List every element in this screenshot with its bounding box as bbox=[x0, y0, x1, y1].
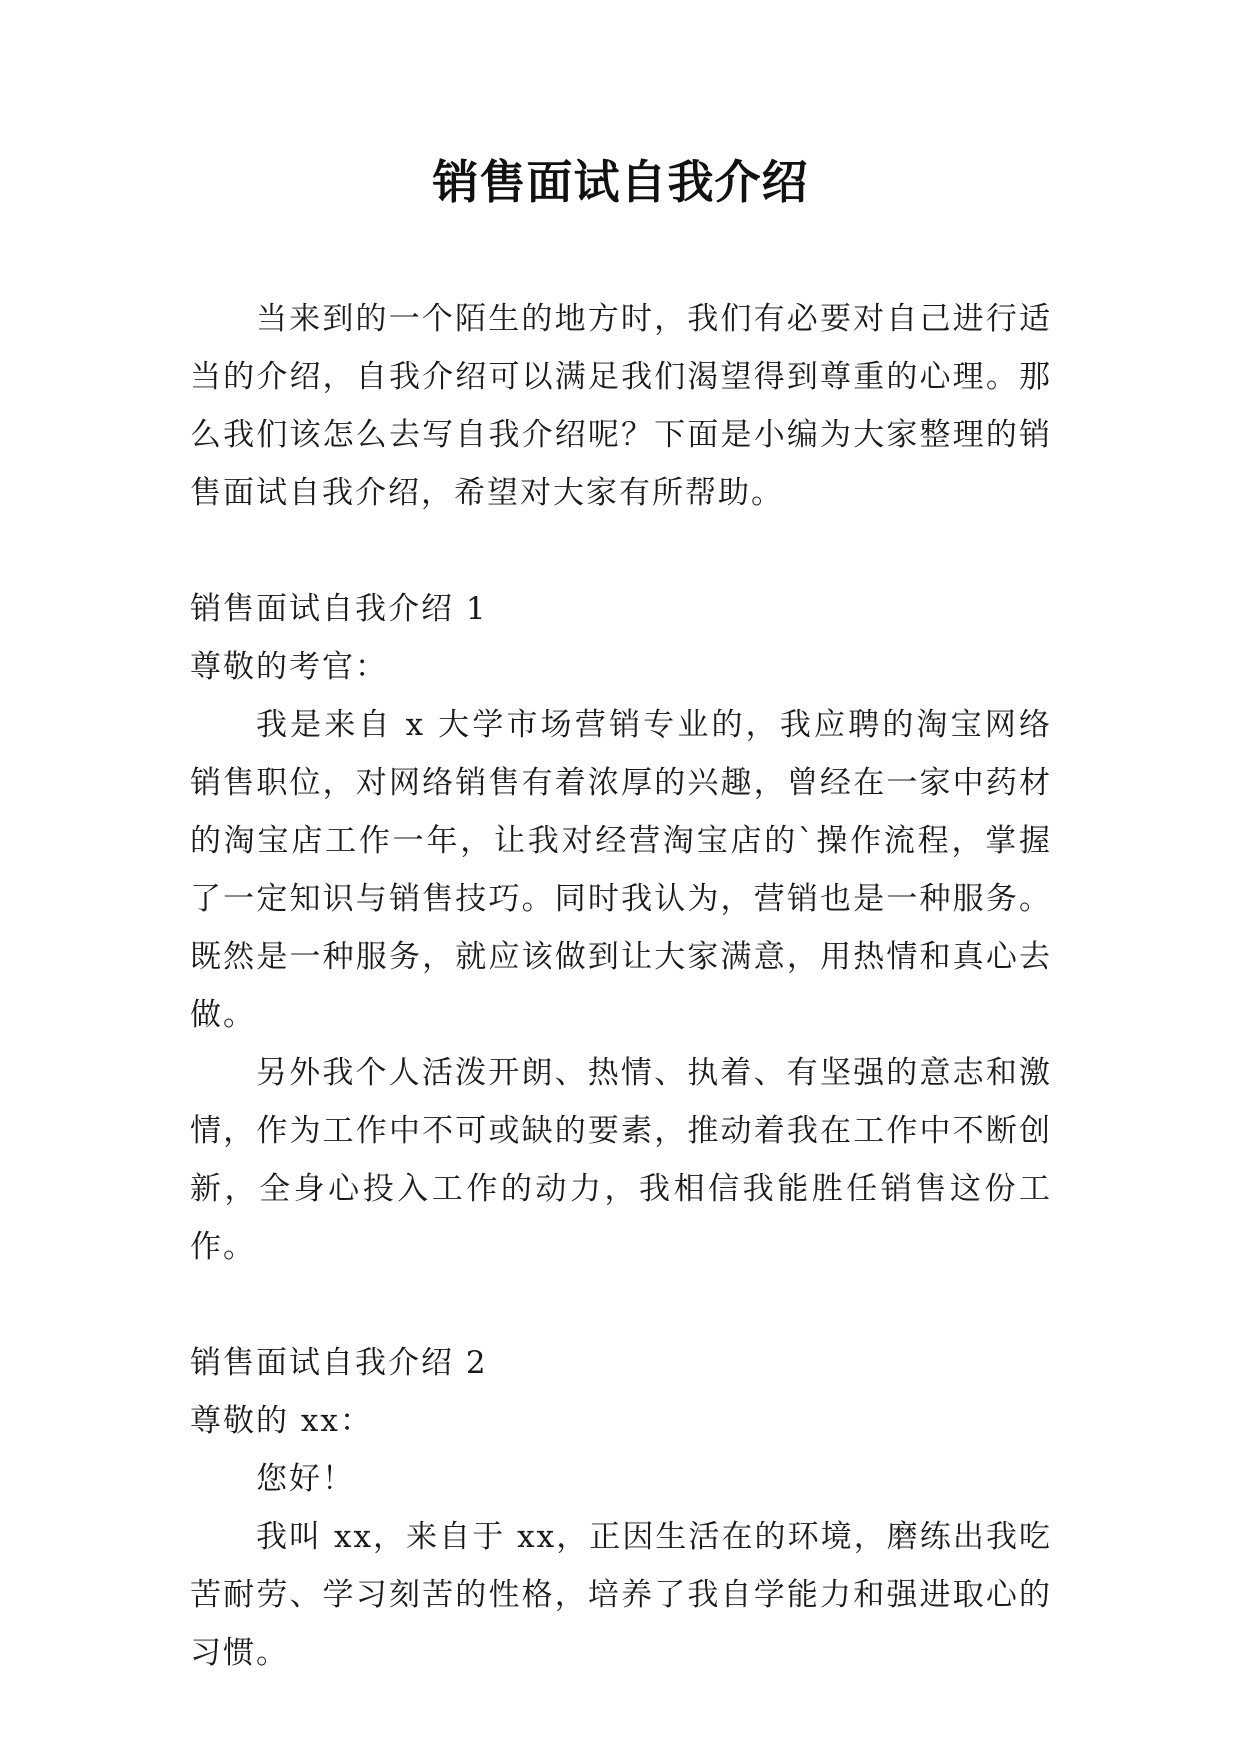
document-body bbox=[190, 290, 1052, 1682]
section-gap bbox=[190, 522, 1052, 580]
section-paragraph: 我是来自 x 大学市场营销专业的，我应聘的淘宝网络销售职位，对网络销售有着浓厚的兴趣，曾经在一家中药材的淘宝店工作一年，让我对经营淘宝店的`操作流程，掌握了一定知识与销售技巧。同时我认为，营销也是一种服务。既然是一种服务，就应该做到让大家满意，用热情和真心去做。 bbox=[190, 707, 1052, 1033]
section-heading: 销售面试自我介绍 1 bbox=[190, 591, 488, 627]
section-paragraph: 您好！ bbox=[256, 1461, 355, 1497]
section-salutation: 尊敬的 xx： bbox=[190, 1403, 373, 1439]
section-paragraph: 另外我个人活泼开朗、热情、执着、有坚强的意志和激情，作为工作中不可或缺的要素，推动着我在工作中不断创新，全身心投入工作的动力，我相信我能胜任销售这份工作。 bbox=[190, 1055, 1052, 1265]
section-gap bbox=[190, 1276, 1052, 1334]
section-salutation: 尊敬的考官： bbox=[190, 649, 388, 685]
document-title: 销售面试自我介绍 bbox=[432, 155, 809, 209]
section-1 bbox=[190, 580, 1052, 1276]
section-heading: 销售面试自我介绍 2 bbox=[190, 1345, 488, 1381]
intro-paragraph: 当来到的一个陌生的地方时，我们有必要对自己进行适当的介绍，自我介绍可以满足我们渴望得到尊重的心理。那么我们该怎么去写自我介绍呢？下面是小编为大家整理的销售面试自我介绍，希望对大家有所帮助。 bbox=[190, 301, 1052, 511]
section-paragraph: 我叫 xx，来自于 xx，正因生活在的环境，磨练出我吃苦耐劳、学习刻苦的性格，培养了我自学能力和强进取心的习惯。 bbox=[190, 1519, 1052, 1671]
section-2 bbox=[190, 1334, 1052, 1682]
